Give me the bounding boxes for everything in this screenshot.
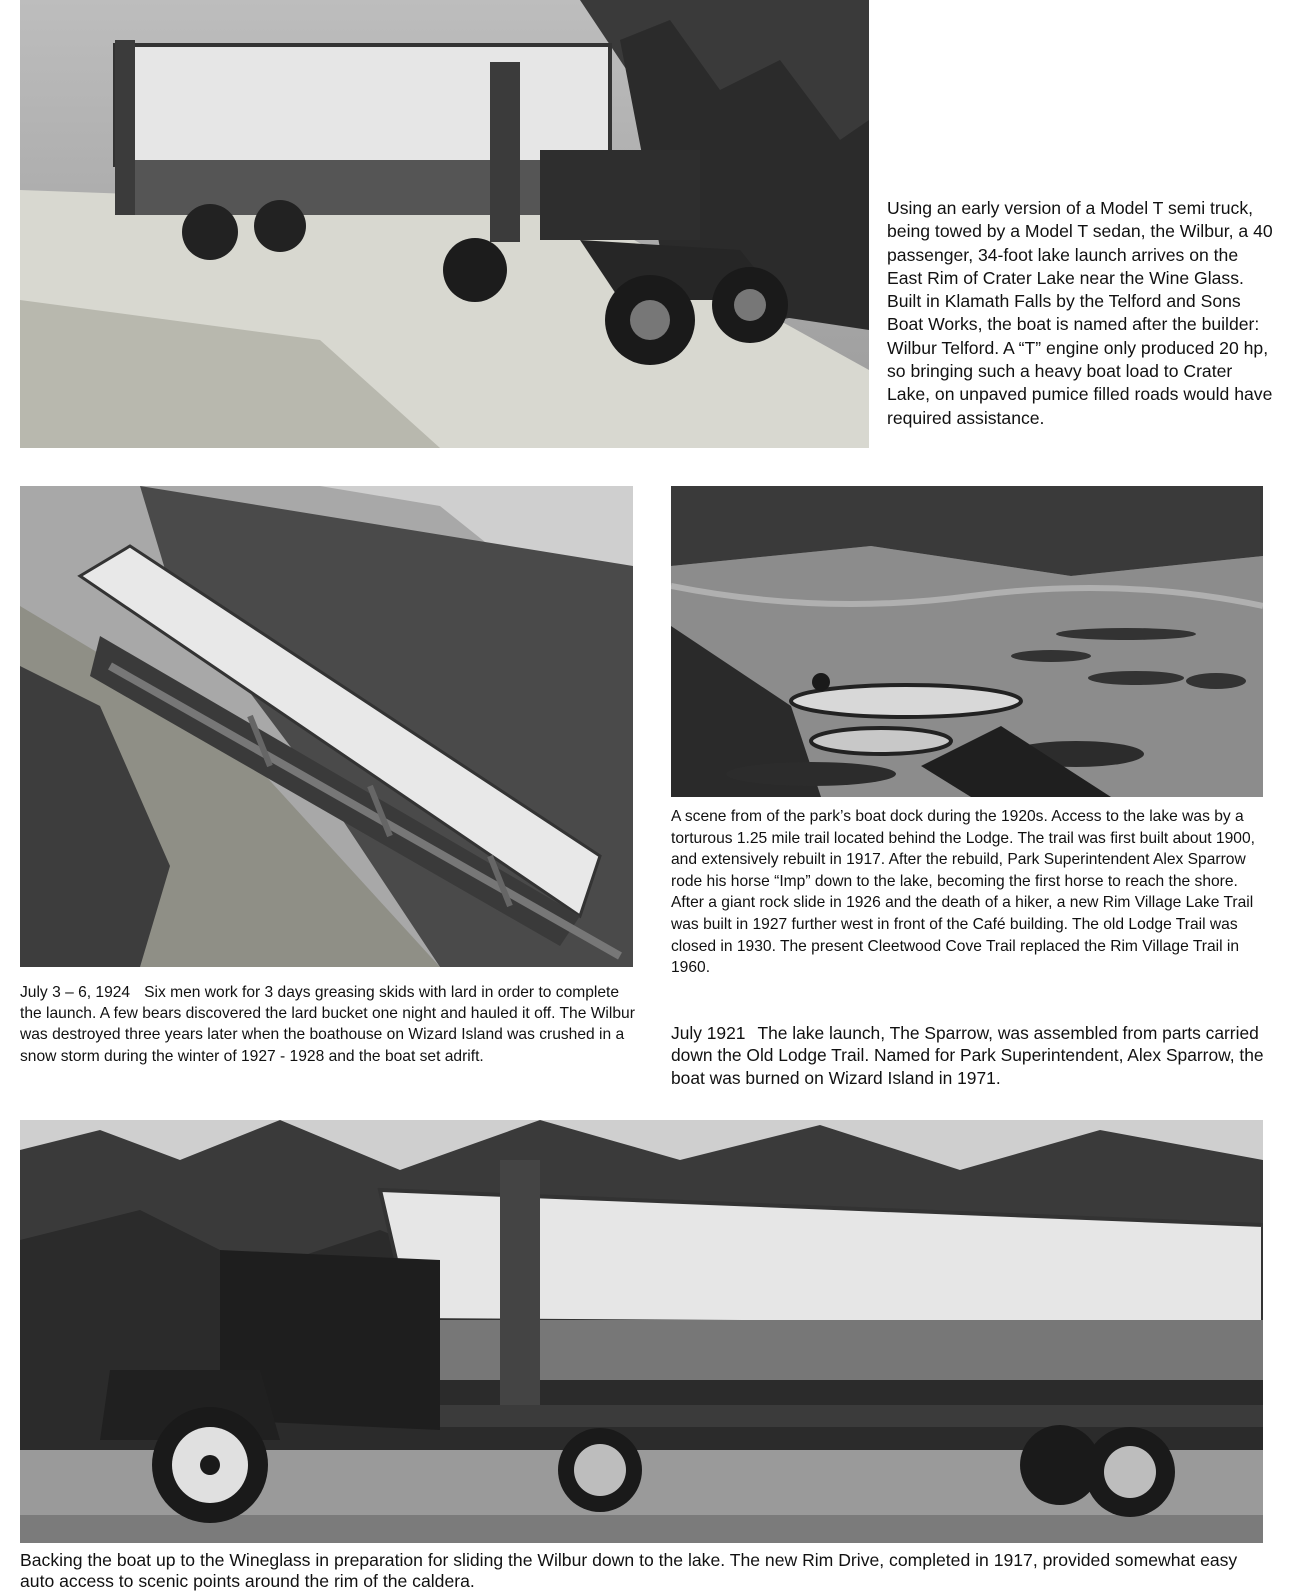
photo-boat-on-skids (20, 486, 633, 967)
photo-boat-dock (671, 486, 1263, 797)
caption-middle-left-date: July 3 – 6, 1924 (20, 984, 131, 1001)
photo-truck-backing-boat (20, 1120, 1263, 1543)
photo-boat-dock-icon (671, 486, 1263, 797)
caption-sparrow-text: The lake launch, The Sparrow, was assembled from parts carried down the Old Lodge Trail. Named for Park Superintendent, Alex Sparrow, the boat was burned on Wizard Island in 1971. (671, 1023, 1264, 1088)
caption-bottom-text: Backing the boat up to the Wineglass in preparation for sliding the Wilbur down to the lake. The new Rim Drive, completed in 1917, provided somewhat easy auto access to scenic points around the rim of the caldera. (20, 1550, 1238, 1592)
photo-truck-hauling-boat-icon (20, 0, 869, 448)
caption-sparrow-date: July 1921 (671, 1023, 746, 1043)
caption-sparrow (671, 1022, 1271, 1089)
caption-middle-left-text: Six men work for 3 days greasing skids with lard in order to complete the launch. A few bears discovered the lard bucket one night and hauled it off. The Wilbur was destroyed three years later when the boathouse on Wizard Island was crushed in a snow storm during the winter of 1927 - 1928 and the boat set adrift. (20, 984, 635, 1065)
caption-middle-left (20, 982, 645, 1067)
caption-top (887, 197, 1277, 430)
photo-boat-on-skids-icon (20, 486, 633, 967)
photo-truck-backing-boat-icon (20, 1120, 1263, 1543)
photo-truck-hauling-boat (20, 0, 869, 448)
caption-bottom (20, 1550, 1270, 1593)
caption-middle-right (671, 806, 1261, 979)
caption-top-text: Using an early version of a Model T semi truck, being towed by a Model T sedan, the Wilbur, a 40 passenger, 34-foot lake launch arrives on the East Rim of Crater Lake near the Wine Glass. Built in Klamath Falls by the Telford and Sons Boat Works, the boat is named after the builder: Wilbur Telford. A “T” engine only produced 20 hp, so bringing such a heavy boat load to Crater Lake, on unpaved pumice filled roads would have required assistance. (887, 198, 1273, 428)
caption-middle-right-text: A scene from of the park’s boat dock during the 1920s. Access to the lake was by a torturous 1.25 mile trail located behind the Lodge. The trail was first built about 1900, and extensively rebuilt in 1917. After the rebuild, Park Superintendent Alex Sparrow rode his horse “Imp” down to the lake, becoming the first horse to reach the shore. After a giant rock slide in 1926 and the death of a hiker, a new Rim Village Lake Trail was built in 1927 further west in front of the Café building. The old Lodge Trail was closed in 1930. The present Cleetwood Cove Trail replaced the Rim Village Trail in 1960. (671, 808, 1255, 977)
